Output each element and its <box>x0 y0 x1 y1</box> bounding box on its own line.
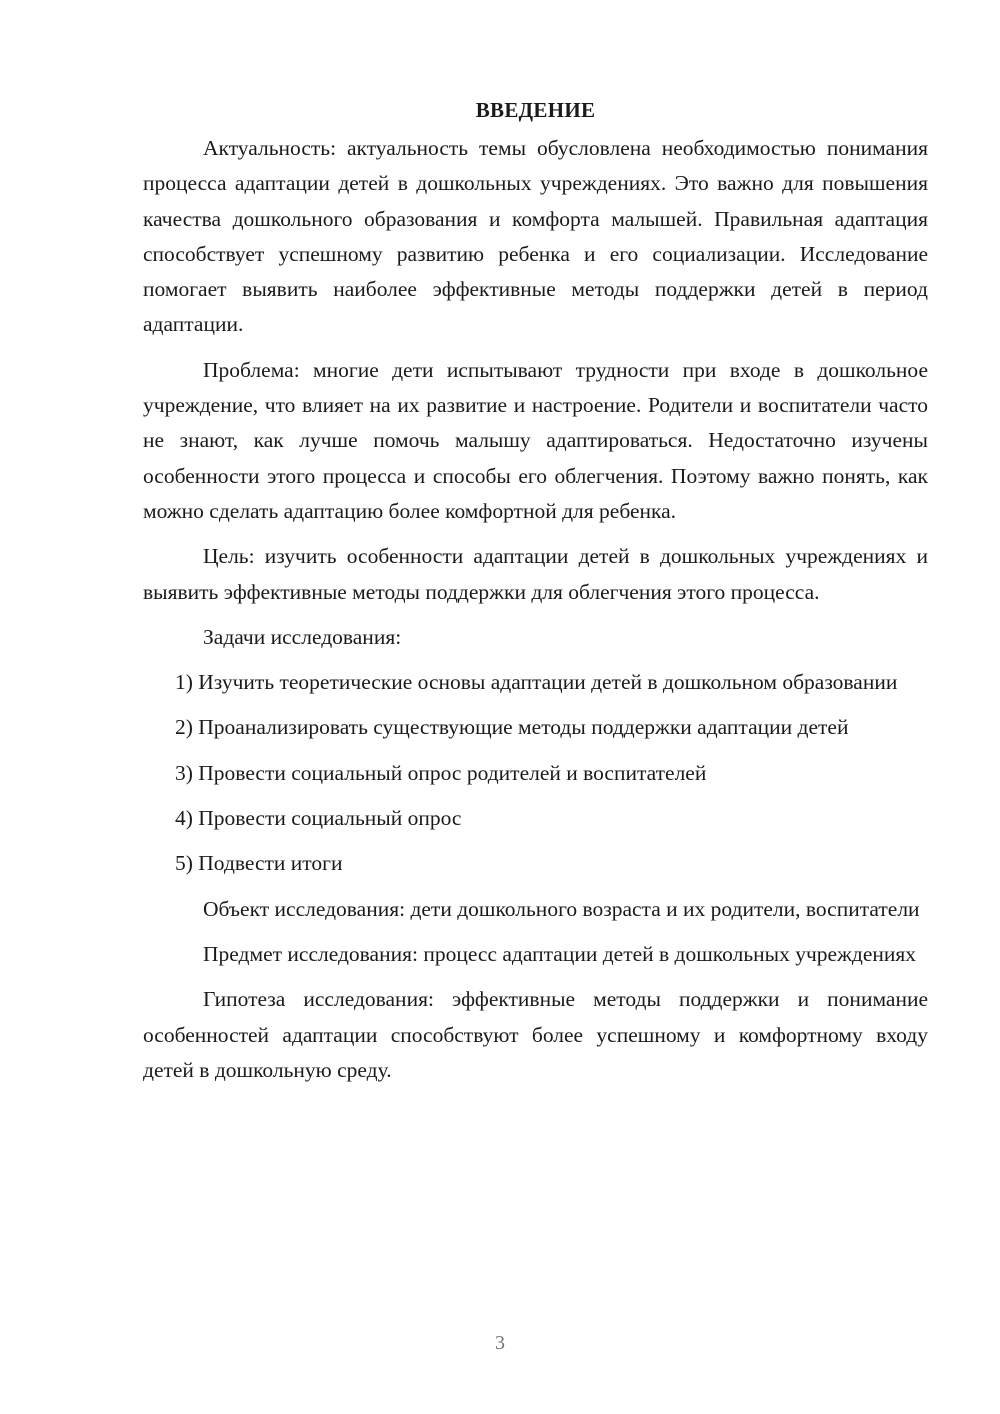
object-paragraph: Объект исследования: дети дошкольного возраста и их родители, воспитатели <box>203 896 920 921</box>
task-item: 2) Проанализировать существующие методы поддержки адаптации детей <box>175 715 849 740</box>
page-content <box>143 93 928 1088</box>
problem-paragraph: Проблема: многие дети испытывают трудности при входе в дошкольное учреждение, что влияет на их развитие и настроение. Родители и воспитатели часто не знают, как лучше помочь малышу адаптироваться. Недостаточно изучены особенности этого процесса и способы его облегчения. Поэтому важно понять, как можно сделать адаптацию более комфортной для ребенка. <box>143 357 928 523</box>
tasks-title: Задачи исследования: <box>203 624 402 649</box>
relevance-paragraph: Актуальность: актуальность темы обусловлена необходимостью понимания процесса адаптации детей в дошкольных учреждениях. Это важно для повышения качества дошкольного образования и комфорта малышей. Правильная адаптация способствует успешному развитию ребенка и его социализации. Исследование помогает выявить наиболее эффективные методы поддержки детей в период адаптации. <box>143 136 928 337</box>
hypothesis-paragraph: Гипотеза исследования: эффективные методы поддержки и понимание особенностей адаптации способствуют более успешному и комфортному входу детей в дошкольную среду. <box>143 987 928 1082</box>
task-item: 4) Провести социальный опрос <box>175 806 462 831</box>
subject-paragraph: Предмет исследования: процесс адаптации детей в дошкольных учреждениях <box>203 941 917 966</box>
task-item: 3) Провести социальный опрос родителей и воспитателей <box>175 760 707 785</box>
section-heading: ВВЕДЕНИЕ <box>475 98 596 122</box>
page-number: 3 <box>495 1332 505 1354</box>
task-item: 5) Подвести итоги <box>175 851 343 876</box>
task-item: 1) Изучить теоретические основы адаптации детей в дошкольном образовании <box>175 670 898 695</box>
goal-paragraph: Цель: изучить особенности адаптации детей в дошкольных учреждениях и выявить эффективные методы поддержки для облегчения этого процесса. <box>143 544 928 604</box>
